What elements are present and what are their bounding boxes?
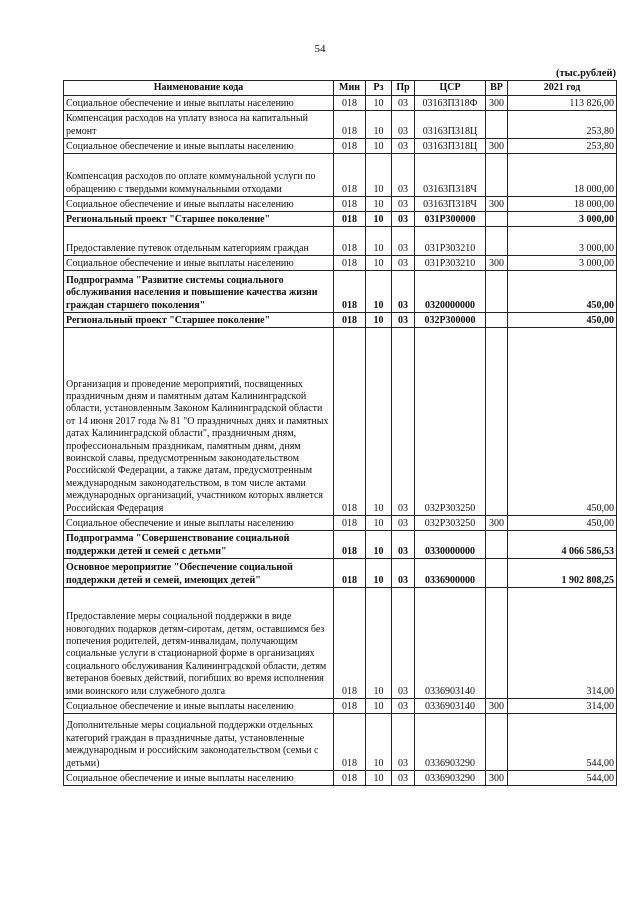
cell-name: Организация и проведение мероприятий, посвященных праздничным дням и памятным датам Калининградской области, установленным Законом Калининградской области от 14 июня 2017 года № 81 "О праздничных днях и памятных датах Калининградской области", праздничным дням, профессиональным праздникам, памятным дням, дням воинской славы, предусмотренным законодательством Российской Федерации, а также датам, предусмотренным международным законодательством, в том числе актами международных организаций, участником которых является Российская Федерация — [64, 328, 334, 516]
table-row — [64, 271, 617, 313]
cell-rz: 10 — [366, 559, 392, 588]
cell-min: 018 — [334, 197, 366, 212]
cell-pr: 03 — [392, 531, 415, 559]
cell-rz: 10 — [366, 516, 392, 531]
cell-min: 018 — [334, 139, 366, 154]
cell-vr — [486, 271, 508, 313]
header-vr: ВР — [486, 81, 508, 96]
cell-pr: 03 — [392, 197, 415, 212]
cell-pr: 03 — [392, 714, 415, 771]
cell-pr: 03 — [392, 588, 415, 699]
cell-vr — [486, 531, 508, 559]
cell-vr — [486, 111, 508, 139]
cell-pr: 03 — [392, 516, 415, 531]
cell-min: 018 — [334, 111, 366, 139]
cell-csr: 0320000000 — [415, 271, 486, 313]
cell-csr: 032P300000 — [415, 313, 486, 328]
cell-vr — [486, 313, 508, 328]
header-year: 2021 год — [508, 81, 617, 96]
cell-amount: 3 000,00 — [508, 256, 617, 271]
table-header-row — [64, 81, 617, 96]
budget-table — [63, 80, 617, 786]
cell-csr: 03163П318Ф — [415, 96, 486, 111]
table-row — [64, 559, 617, 588]
table-row — [64, 111, 617, 139]
cell-amount: 18 000,00 — [508, 154, 617, 197]
cell-csr: 031P303210 — [415, 227, 486, 256]
cell-name: Дополнительные меры социальной поддержки отдельных категорий граждан в праздничные даты, установленные международным и российским законодательством (семьи с детьми) — [64, 714, 334, 771]
cell-pr: 03 — [392, 699, 415, 714]
cell-amount: 3 000,00 — [508, 212, 617, 227]
table-row — [64, 516, 617, 531]
cell-min: 018 — [334, 699, 366, 714]
cell-rz: 10 — [366, 588, 392, 699]
cell-min: 018 — [334, 714, 366, 771]
cell-amount: 253,80 — [508, 111, 617, 139]
table-row — [64, 699, 617, 714]
cell-vr — [486, 154, 508, 197]
table-row — [64, 256, 617, 271]
units-label: (тыс.рублей) — [555, 68, 616, 79]
cell-min: 018 — [334, 271, 366, 313]
table-row — [64, 197, 617, 212]
cell-rz: 10 — [366, 154, 392, 197]
cell-name: Региональный проект "Старшее поколение" — [64, 313, 334, 328]
cell-pr: 03 — [392, 313, 415, 328]
table-row — [64, 212, 617, 227]
cell-name: Компенсация расходов на уплату взноса на капитальный ремонт — [64, 111, 334, 139]
cell-csr: 0330000000 — [415, 531, 486, 559]
header-csr: ЦСР — [415, 81, 486, 96]
cell-min: 018 — [334, 771, 366, 786]
cell-vr: 300 — [486, 139, 508, 154]
cell-csr: 031P300000 — [415, 212, 486, 227]
cell-vr — [486, 588, 508, 699]
cell-rz: 10 — [366, 212, 392, 227]
cell-name: Социальное обеспечение и иные выплаты населению — [64, 197, 334, 212]
cell-pr: 03 — [392, 328, 415, 516]
table-row — [64, 154, 617, 197]
table-row — [64, 139, 617, 154]
cell-pr: 03 — [392, 111, 415, 139]
cell-name: Подпрограмма "Развитие системы социального обслуживания населения и повышение качества жизни граждан старшего поколения" — [64, 271, 334, 313]
cell-name: Социальное обеспечение и иные выплаты населению — [64, 516, 334, 531]
cell-amount: 314,00 — [508, 699, 617, 714]
cell-rz: 10 — [366, 96, 392, 111]
cell-name: Социальное обеспечение и иные выплаты населению — [64, 771, 334, 786]
cell-min: 018 — [334, 227, 366, 256]
cell-vr: 300 — [486, 96, 508, 111]
cell-amount: 450,00 — [508, 313, 617, 328]
cell-min: 018 — [334, 516, 366, 531]
page-number: 54 — [314, 43, 326, 55]
table-row — [64, 771, 617, 786]
cell-csr: 031P303210 — [415, 256, 486, 271]
cell-name: Предоставление меры социальной поддержки в виде новогодних подарков детям-сиротам, детям, оставшимся без попечения родителей, детям-инвалидам, получающим социальные услуги в стационарной форме в организациях социального обслуживания Калининградской области, детям ветеранов боевых действий, погибших во время исполнения ими воинского или служебного долга — [64, 588, 334, 699]
cell-rz: 10 — [366, 197, 392, 212]
cell-vr — [486, 714, 508, 771]
cell-pr: 03 — [392, 227, 415, 256]
table-row — [64, 227, 617, 256]
cell-min: 018 — [334, 96, 366, 111]
cell-rz: 10 — [366, 699, 392, 714]
cell-amount: 450,00 — [508, 516, 617, 531]
cell-vr: 300 — [486, 516, 508, 531]
cell-pr: 03 — [392, 271, 415, 313]
cell-min: 018 — [334, 588, 366, 699]
cell-amount: 253,80 — [508, 139, 617, 154]
cell-rz: 10 — [366, 714, 392, 771]
cell-csr: 03163П318Ц — [415, 111, 486, 139]
cell-csr: 0336903140 — [415, 588, 486, 699]
cell-csr: 03163П318Ц — [415, 139, 486, 154]
table-row — [64, 531, 617, 559]
cell-vr — [486, 559, 508, 588]
cell-vr — [486, 212, 508, 227]
cell-pr: 03 — [392, 256, 415, 271]
cell-pr: 03 — [392, 559, 415, 588]
cell-rz: 10 — [366, 328, 392, 516]
cell-vr: 300 — [486, 256, 508, 271]
cell-min: 018 — [334, 328, 366, 516]
cell-rz: 10 — [366, 139, 392, 154]
header-pr: Пр — [392, 81, 415, 96]
cell-amount: 450,00 — [508, 328, 617, 516]
cell-rz: 10 — [366, 256, 392, 271]
cell-csr: 0336903140 — [415, 699, 486, 714]
cell-amount: 18 000,00 — [508, 197, 617, 212]
cell-csr: 032P303250 — [415, 516, 486, 531]
cell-name: Подпрограмма "Совершенствование социальной поддержки детей и семей с детьми" — [64, 531, 334, 559]
cell-name: Региональный проект "Старшее поколение" — [64, 212, 334, 227]
cell-amount: 3 000,00 — [508, 227, 617, 256]
cell-amount: 544,00 — [508, 714, 617, 771]
cell-csr: 03163П318Ч — [415, 154, 486, 197]
cell-vr — [486, 328, 508, 516]
cell-min: 018 — [334, 256, 366, 271]
cell-pr: 03 — [392, 771, 415, 786]
cell-name: Социальное обеспечение и иные выплаты населению — [64, 699, 334, 714]
cell-name: Компенсация расходов по оплате коммунальной услуги по обращению с твердыми коммунальными отходами — [64, 154, 334, 197]
cell-min: 018 — [334, 559, 366, 588]
cell-csr: 0336900000 — [415, 559, 486, 588]
table-row — [64, 96, 617, 111]
header-rz: Рз — [366, 81, 392, 96]
cell-rz: 10 — [366, 271, 392, 313]
header-min: Мин — [334, 81, 366, 96]
cell-amount: 1 902 808,25 — [508, 559, 617, 588]
cell-min: 018 — [334, 531, 366, 559]
cell-name: Основное мероприятие "Обеспечение социальной поддержки детей и семей, имеющих детей" — [64, 559, 334, 588]
table-row — [64, 328, 617, 516]
cell-amount: 113 826,00 — [508, 96, 617, 111]
cell-csr: 03163П318Ч — [415, 197, 486, 212]
cell-pr: 03 — [392, 139, 415, 154]
cell-name: Предоставление путевок отдельным категориям граждан — [64, 227, 334, 256]
table-row — [64, 313, 617, 328]
table-row — [64, 714, 617, 771]
cell-vr: 300 — [486, 197, 508, 212]
cell-amount: 314,00 — [508, 588, 617, 699]
cell-rz: 10 — [366, 111, 392, 139]
cell-min: 018 — [334, 212, 366, 227]
cell-vr: 300 — [486, 699, 508, 714]
cell-min: 018 — [334, 313, 366, 328]
cell-csr: 032P303250 — [415, 328, 486, 516]
cell-name: Социальное обеспечение и иные выплаты населению — [64, 96, 334, 111]
cell-pr: 03 — [392, 96, 415, 111]
cell-vr: 300 — [486, 771, 508, 786]
cell-rz: 10 — [366, 771, 392, 786]
cell-rz: 10 — [366, 313, 392, 328]
cell-amount: 450,00 — [508, 271, 617, 313]
cell-min: 018 — [334, 154, 366, 197]
cell-name: Социальное обеспечение и иные выплаты населению — [64, 256, 334, 271]
cell-csr: 0336903290 — [415, 714, 486, 771]
cell-rz: 10 — [366, 227, 392, 256]
cell-rz: 10 — [366, 531, 392, 559]
table-row — [64, 588, 617, 699]
cell-pr: 03 — [392, 212, 415, 227]
cell-amount: 4 066 586,53 — [508, 531, 617, 559]
cell-amount: 544,00 — [508, 771, 617, 786]
cell-name: Социальное обеспечение и иные выплаты населению — [64, 139, 334, 154]
cell-csr: 0336903290 — [415, 771, 486, 786]
cell-vr — [486, 227, 508, 256]
header-name: Наименование кода — [64, 81, 334, 96]
cell-pr: 03 — [392, 154, 415, 197]
